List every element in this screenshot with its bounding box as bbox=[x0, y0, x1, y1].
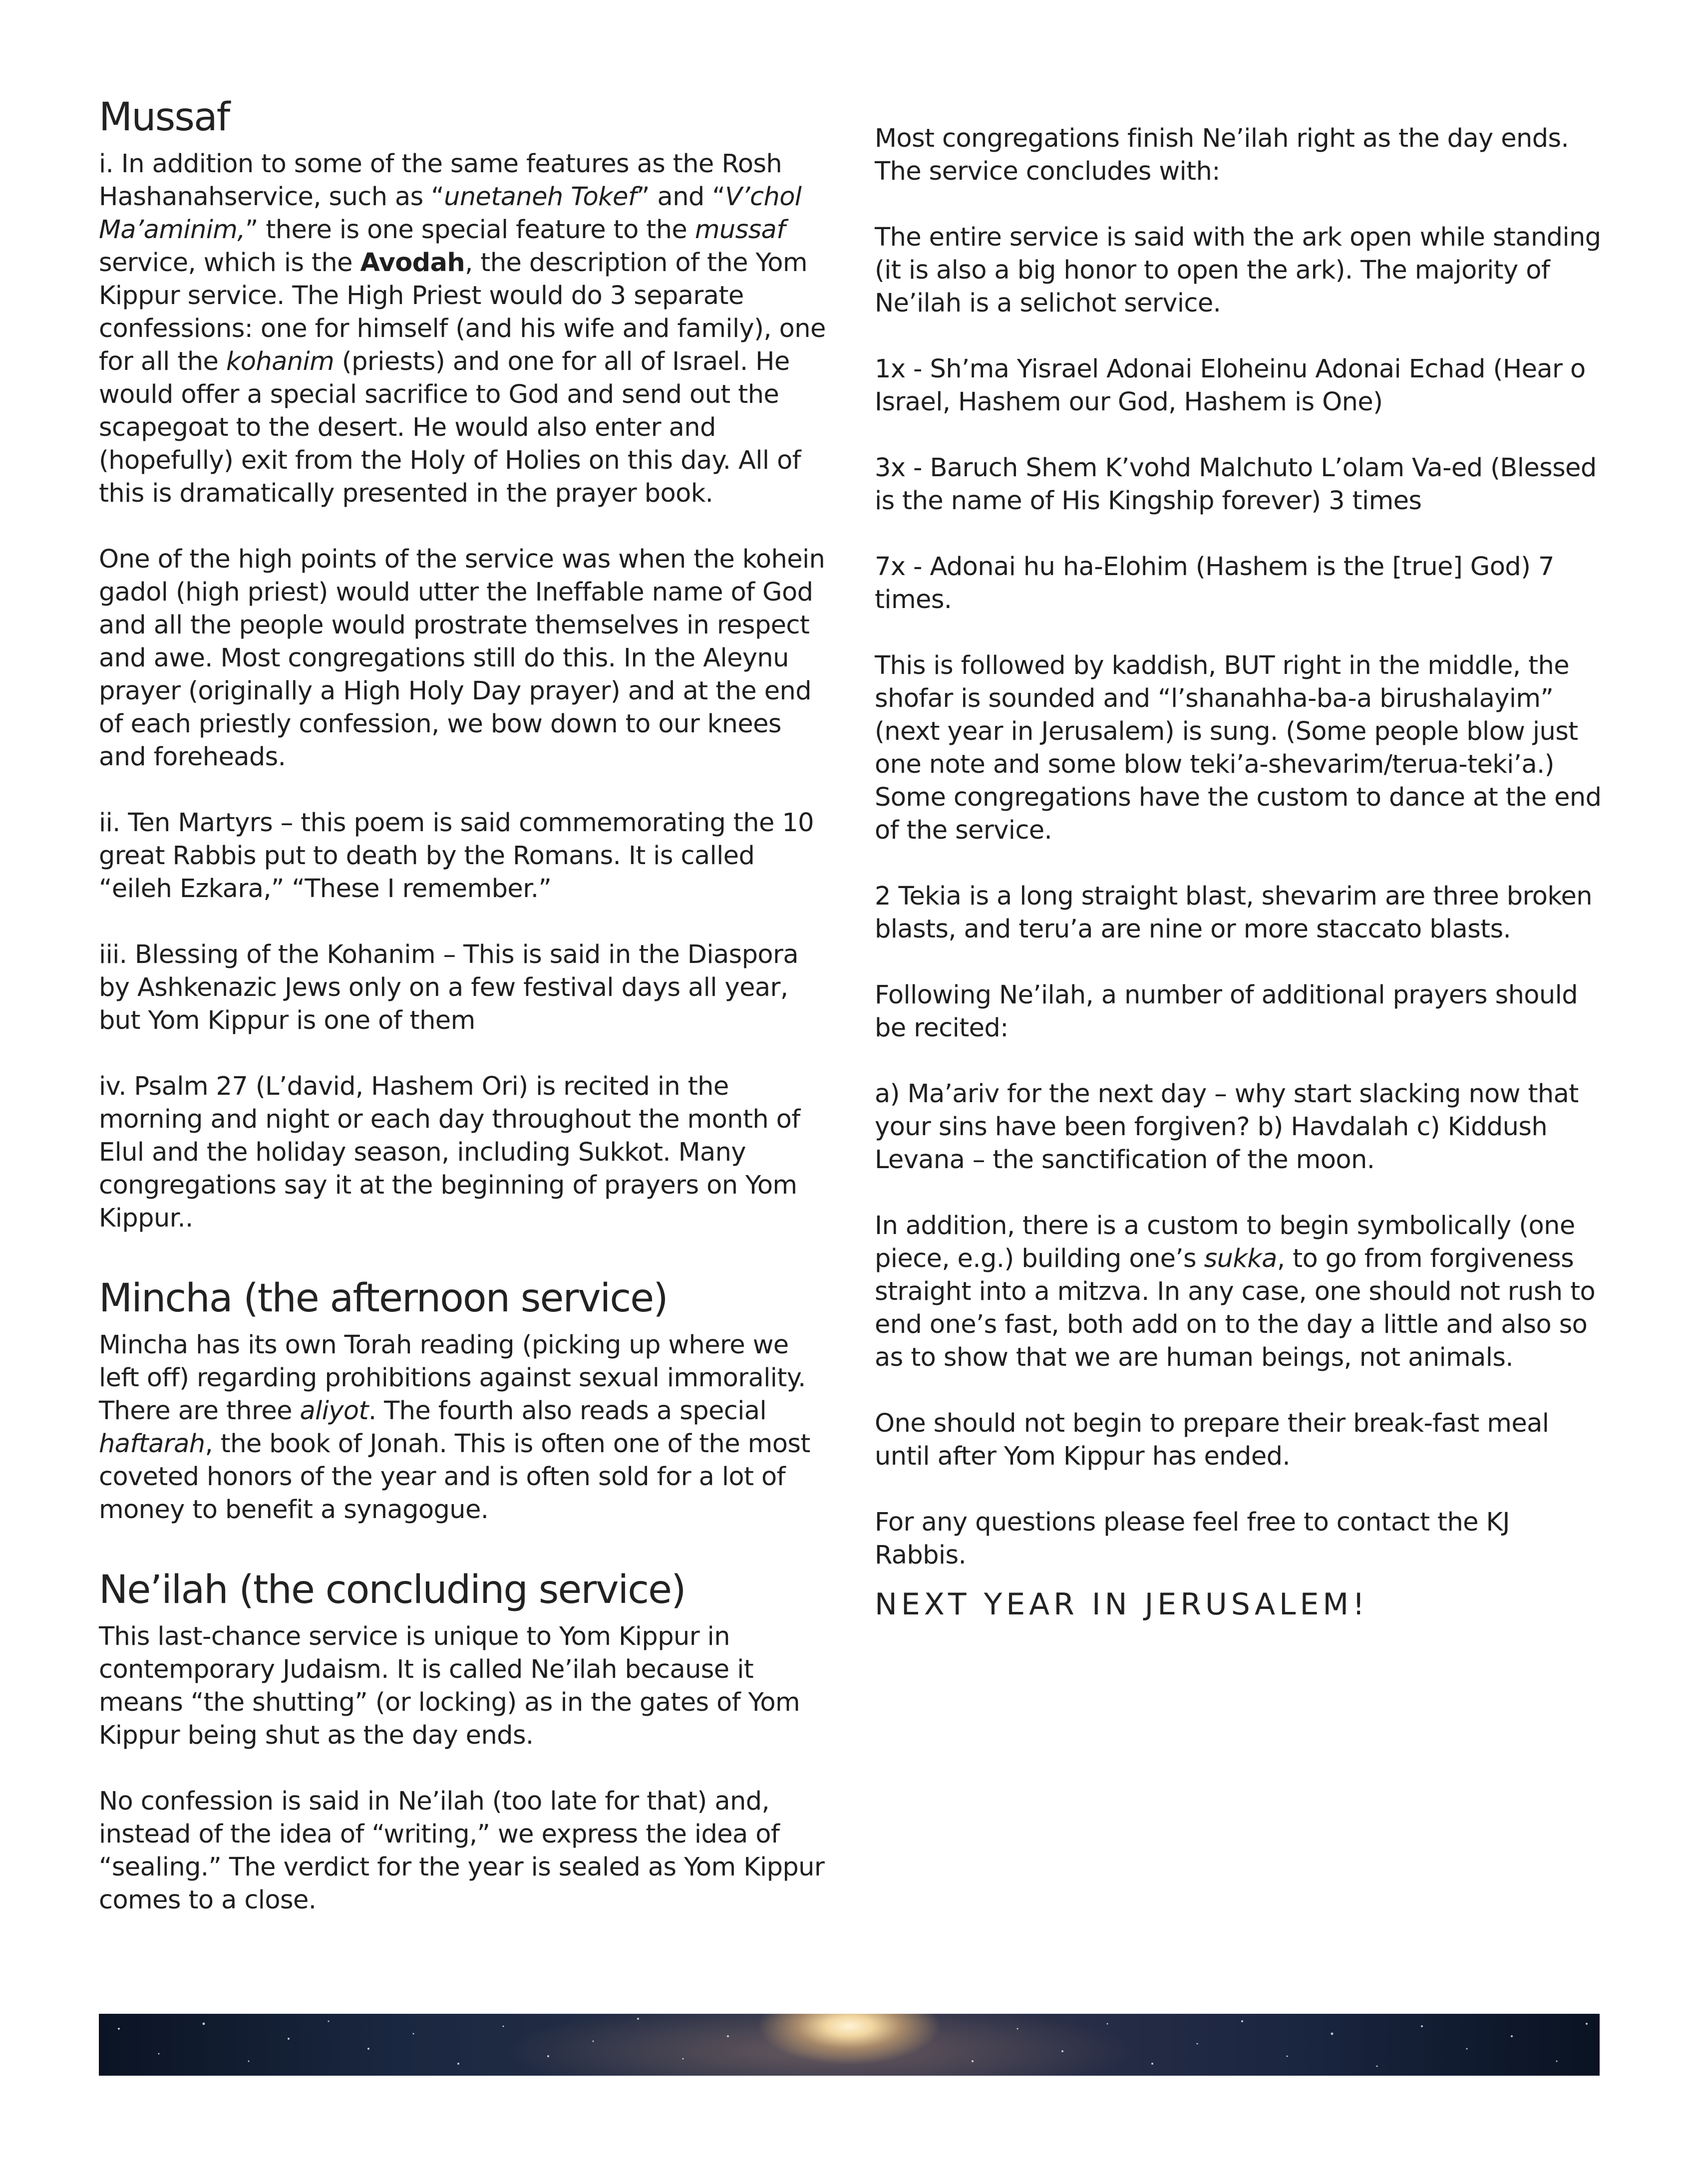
text-span: service, which is the bbox=[99, 248, 360, 278]
right-paragraph-7: 2 Tekia is a long straight blast, shevarim are three broken blasts, and teru’a are nine or more staccato blasts. bbox=[875, 882, 1593, 944]
closing-line: NEXT YEAR IN JERUSALEM! bbox=[875, 1587, 1369, 1622]
italic-term: V’chol Ma’aminim, bbox=[99, 182, 802, 245]
neilah-paragraph-1: This last-chance service is unique to Yom Kippur in contemporary Judaism. It is called Ne’ilah because it means “the shutting” (or locking) as in the gates of Yom Kippur being shut as the day ends. bbox=[99, 1622, 800, 1750]
mussaf-paragraph-4: iii. Blessing of the Kohanim – This is said in the Diaspora by Ashkenazic Jews only on a few festival days all year, but Yom Kippur is one of them bbox=[99, 940, 798, 1035]
text-span: . The fourth also reads a special bbox=[368, 1396, 767, 1426]
right-paragraph-10 bbox=[875, 1210, 1609, 1374]
text-span: (priests) and one for all of Israel. He would offer a special sacrifice to God and send out the scapegoat to the desert. He would also enter and (hopefully) exit from the Holy of Holies on this day. All of this is dramatically presented in the prayer book. bbox=[99, 347, 801, 508]
text-span: ” there is one special feature to the bbox=[245, 215, 695, 245]
right-paragraph-5: 7x - Adonai hu ha-Elohim (Hashem is the [true] God) 7 times. bbox=[875, 552, 1554, 615]
right-paragraph-9: a) Ma’ariv for the next day – why start slacking now that your sins have been forgiven? b) Havdalah c) Kiddush Levana – the sanctification of the moon. bbox=[875, 1079, 1579, 1175]
italic-term: kohanim bbox=[226, 347, 335, 376]
galaxy-banner-image bbox=[99, 2014, 1600, 2076]
mussaf-paragraph-5: iv. Psalm 27 (L’david, Hashem Ori) is recited in the morning and night or each day throughout the month of Elul and the holiday season, including Sukkot. Many congregations say it at the beginning of prayers on Yom Kippur.. bbox=[99, 1072, 800, 1233]
right-column bbox=[875, 122, 1609, 1622]
mussaf-paragraph-3: ii. Ten Martyrs – this poem is said commemorating the 10 great Rabbis put to death by the Romans. It is called “eileh Ezkara,” “These I remember.” bbox=[99, 808, 814, 904]
text-span: ” and “ bbox=[637, 182, 725, 212]
right-paragraph-3: 1x - Sh’ma Yisrael Adonai Eloheinu Adonai Echad (Hear o Israel, Hashem our God, Hashem is One) bbox=[875, 354, 1586, 417]
right-paragraph-6: This is followed by kaddish, BUT right in the middle, the shofar is sounded and “l’shanahha-ba-a birushalayim” (next year in Jerusalem) is sung. (Some people blow just one note and some blow teki’a-shevarim/terua-teki’a.) Some congregations have the custom to dance at the end of the service. bbox=[875, 651, 1602, 845]
right-paragraph-2: The entire service is said with the ark open while standing (it is also a big honor to open the ark). The majority of Ne’ilah is a selichot service. bbox=[875, 223, 1601, 318]
right-paragraph-11: One should not begin to prepare their break-fast meal until after Yom Kippur has ended. bbox=[875, 1409, 1549, 1471]
text-span: i. In addition to some of the same features as the Rosh Hashanahservice, such as “ bbox=[99, 149, 782, 212]
italic-term: aliyot bbox=[300, 1396, 368, 1426]
mussaf-paragraph-2: One of the high points of the service was when the kohein gadol (high priest) would utter the Ineffable name of God and all the people would prostrate themselves in respect and awe. Most congregations still do this. In the Aleynu prayer (originally a High Holy Day prayer) and at the end of each priestly confession, we bow down to our knees and foreheads. bbox=[99, 545, 825, 772]
text-span: Mincha has its own Torah reading (picking up where we left off) regarding prohibitions against sexual immorality. There are three bbox=[99, 1330, 806, 1426]
mussaf-paragraph-1 bbox=[99, 148, 828, 510]
right-paragraph-1: Most congregations finish Ne’ilah right as the day ends. The service concludes with: bbox=[875, 124, 1569, 186]
italic-term: mussaf bbox=[694, 215, 785, 245]
italic-term: haftarah bbox=[99, 1429, 205, 1459]
mincha-heading: Mincha (the afternoon service) bbox=[99, 1276, 668, 1321]
mussaf-heading: Mussaf bbox=[99, 95, 230, 140]
neilah-heading: Ne’ilah (the concluding service) bbox=[99, 1567, 685, 1612]
mincha-paragraph-1 bbox=[99, 1329, 828, 1527]
italic-term: sukka bbox=[1204, 1244, 1277, 1273]
text-span: , the description of the Yom Kippur service. The High Priest would do 3 separate confessions: one for himself (and his wife and family), one for all the bbox=[99, 248, 826, 376]
text-span: , to go from forgiveness straight into a mitzva. In any case, one should not rush to end one’s fast, both add on to the day a little and also so as to show that we are human beings, not animals. bbox=[875, 1244, 1596, 1372]
neilah-paragraph-2: No confession is said in Ne’ilah (too late for that) and, instead of the idea of “writing,” we express the idea of “sealing.” The verdict for the year is sealed as Yom Kippur comes to a close. bbox=[99, 1787, 825, 1915]
italic-term: unetaneh Tokef bbox=[444, 182, 637, 212]
text-span: , the book of Jonah. This is often one of the most coveted honors of the year and is often sold for a lot of money to benefit a synagogue. bbox=[99, 1429, 810, 1525]
left-column bbox=[99, 95, 828, 1917]
starfield bbox=[99, 2014, 1600, 2076]
right-paragraph-12: For any questions please feel free to contact the KJ Rabbis. bbox=[875, 1508, 1510, 1570]
right-paragraph-4: 3x - Baruch Shem K’vohd Malchuto L’olam Va-ed (Blessed is the name of His Kingship forever) 3 times bbox=[875, 453, 1597, 516]
text-span: In addition, there is a custom to begin symbolically (one piece, e.g.) building one’s bbox=[875, 1211, 1575, 1273]
bold-term: Avodah bbox=[360, 248, 465, 278]
right-paragraph-8: Following Ne’ilah, a number of additional prayers should be recited: bbox=[875, 980, 1578, 1043]
